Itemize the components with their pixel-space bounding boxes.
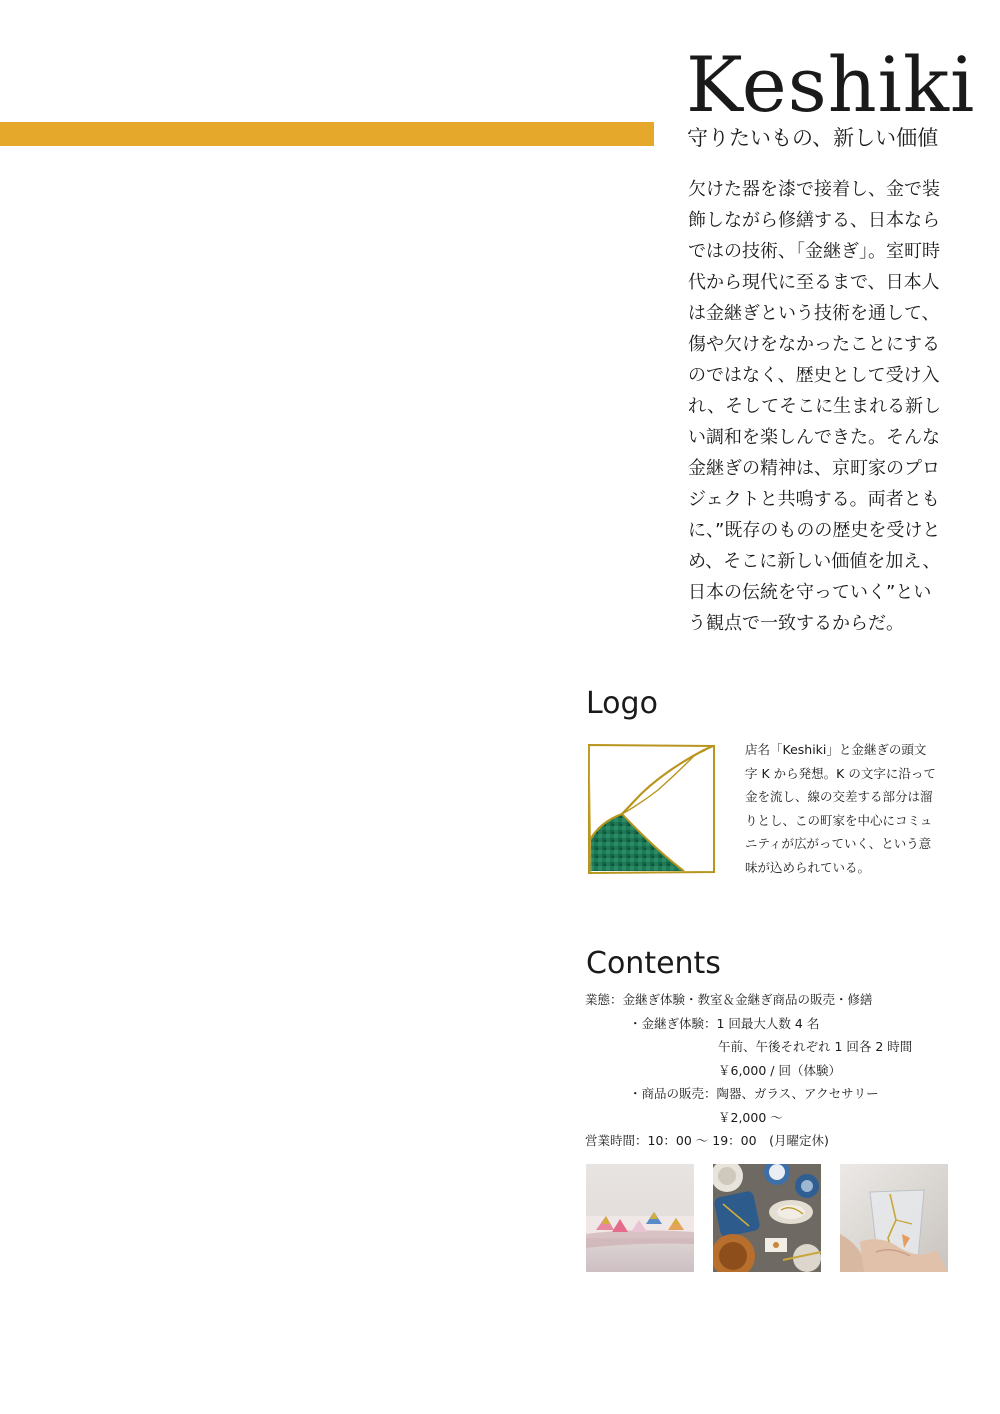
logo-line: りとし、この町家を中心にコミュ xyxy=(745,812,933,828)
contents-list xyxy=(585,988,965,1153)
logo-heading: Logo xyxy=(586,686,658,721)
logo-line: 字 K から発想。K の文字に沿って xyxy=(745,765,936,781)
kintsugi-glass-photo-icon xyxy=(840,1164,948,1272)
intro-line: め、そこに新しい価値を加え、 xyxy=(688,551,941,572)
experience-line: ・金継ぎ体験：1 回最大人数 4 名 xyxy=(629,1015,820,1031)
contents-heading: Contents xyxy=(586,946,721,981)
intro-line: 金継ぎの精神は、京町家のプロ xyxy=(688,458,940,479)
page-subtitle: 守りたいもの、新しい価値 xyxy=(687,126,939,150)
sales-line: ・商品の販売：陶器、ガラス、アクセサリー xyxy=(629,1086,879,1101)
page-title: Keshiki xyxy=(686,40,976,129)
kintsugi-ceramics-photo-icon xyxy=(713,1164,821,1272)
intro-line: い調和を楽しんできた。そんな xyxy=(688,427,940,448)
kintsugi-accessories-photo-icon xyxy=(586,1164,694,1272)
intro-line: 傷や欠けをなかったことにする xyxy=(688,334,940,355)
accent-bar xyxy=(0,122,654,146)
intro-line: 代から現代に至るまで、日本人 xyxy=(688,272,940,293)
kintsugi-k-logo-icon xyxy=(586,742,718,876)
logo-line: 味が込められている。 xyxy=(745,859,871,875)
opening-hours: 営業時間：10：00 ～ 19：00 (月曜定休) xyxy=(585,1133,829,1148)
intro-line: 欠けた器を漆で接着し、金で装 xyxy=(688,179,940,200)
business-type: 業態：金継ぎ体験・教室＆金継ぎ商品の販売・修繕 xyxy=(585,992,873,1007)
intro-line: う観点で一致するからだ。 xyxy=(688,613,904,634)
intro-line: に、”既存のものの歴史を受けと xyxy=(688,520,941,541)
intro-line: ジェクトと共鳴する。両者とも xyxy=(688,489,940,510)
sales-price: ￥2,000 ～ xyxy=(718,1109,783,1125)
intro-paragraph xyxy=(688,174,948,639)
experience-time: 午前、午後それぞれ 1 回各 2 時間 xyxy=(718,1039,913,1054)
logo-line: ニティが広がっていく、という意 xyxy=(745,836,932,851)
intro-line: ではの技術、「金継ぎ」。室町時 xyxy=(688,241,940,262)
intro-line: 日本の伝統を守っていく”とい xyxy=(688,582,932,603)
experience-price: ￥6,000 / 回（体験） xyxy=(718,1062,841,1078)
logo-description xyxy=(745,738,955,879)
logo-line: 金を流し、線の交差する部分は溜 xyxy=(745,789,933,804)
logo-line: 店名「Keshiki」と金継ぎの頭文 xyxy=(745,742,927,757)
intro-line: のではなく、歴史として受け入 xyxy=(688,365,940,386)
intro-line: れ、そしてそこに生まれる新し xyxy=(688,396,942,417)
intro-line: 飾しながら修繕する、日本なら xyxy=(688,210,940,231)
intro-line: は金継ぎという技術を通して、 xyxy=(688,303,940,324)
